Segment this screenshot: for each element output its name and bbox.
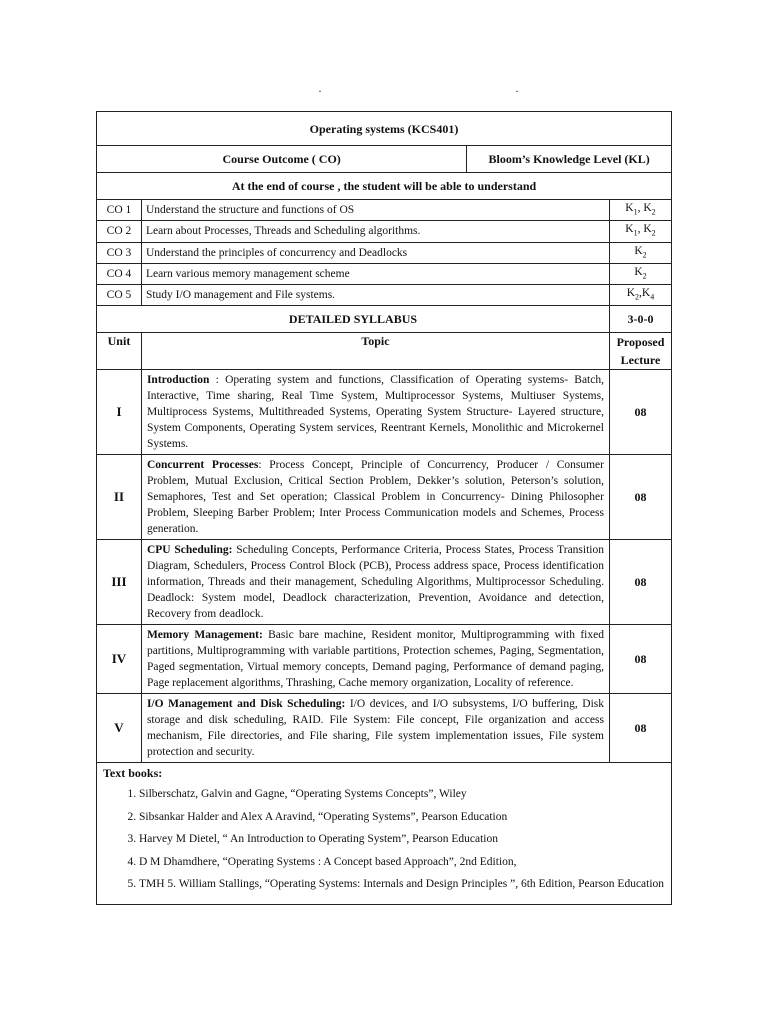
unit-topic-separator: : — [209, 374, 226, 387]
co-row — [97, 221, 672, 242]
unit-topic-heading: Concurrent Processes — [146, 459, 259, 472]
co-description: Learn various memory management scheme — [141, 263, 609, 284]
unit-topic-heading: I/O Management and Disk Scheduling: — [146, 698, 346, 711]
unit-topic-separator: : — [258, 459, 270, 472]
lecture-column-header: Proposed Lecture — [609, 333, 671, 370]
unit-column-header: Unit — [97, 333, 142, 370]
co-knowledge-level: $K_2$ — [609, 263, 671, 284]
end-of-course-text: At the end of course , the student will be able to understand — [97, 173, 672, 200]
co-row — [97, 200, 672, 221]
co-knowledge-level: $K_1$, $K_2$ — [609, 221, 671, 242]
syllabus-table — [96, 111, 672, 905]
unit-topic — [141, 370, 609, 455]
co-description: Understand the principles of concurrency and Deadlocks — [141, 242, 609, 263]
outcome-header-row — [97, 146, 672, 173]
unit-row — [97, 540, 672, 625]
ltp-value: 3-0-0 — [609, 306, 671, 333]
co-code: CO 4 — [97, 263, 142, 284]
text-books-heading: Text books: — [103, 766, 163, 781]
co-description: Study I/O management and File systems. — [141, 285, 609, 306]
co-code: CO 3 — [97, 242, 142, 263]
unit-number: I — [97, 370, 142, 455]
unit-row — [97, 625, 672, 694]
text-books-row — [97, 763, 672, 905]
unit-number: III — [97, 540, 142, 625]
co-description: Understand the structure and functions of OS — [141, 200, 609, 221]
text-book-item: 3. Harvey M Dietel, “ An Introduction to Operating System”, Pearson Education — [139, 828, 665, 851]
unit-lectures: 08 — [609, 694, 671, 763]
co-row — [97, 242, 672, 263]
course-title: Operating systems (KCS401) — [97, 112, 672, 146]
text-book-item: 4. D M Dhamdhere, “Operating Systems : A Concept based Approach”, 2nd Edition, — [139, 851, 665, 874]
co-knowledge-level: $K_1$, $K_2$ — [609, 200, 671, 221]
co-code: CO 5 — [97, 285, 142, 306]
co-row — [97, 285, 672, 306]
unit-topic-body: Process Concept, Principle of Concurrency, Producer / Consumer Problem, Mutual Exclusion, Critical Section Problem, Dekker’s solution, Peterson’s solution, Semaphores, Test and Set operation; Classical Problem in Concurrency- Dining Philosopher Problem, Sleeping Barber Problem; Inter Process Communication models and Schemes, Process generation. — [146, 459, 604, 536]
unit-topic — [141, 625, 609, 694]
unit-topic — [141, 540, 609, 625]
blooms-level-heading: Bloom’s Knowledge Level (KL) — [467, 146, 672, 173]
co-code: CO 2 — [97, 221, 142, 242]
text-books-cell — [97, 763, 672, 905]
title-row — [97, 112, 672, 146]
unit-topic-body: Scheduling Concepts, Performance Criteria, Process States, Process Transition Diagram, Schedulers, Process Control Block (PCB), Process address space, Process identification information, Threads and their management, Scheduling Algorithms, Multiprocessor Scheduling. Deadlock: System model, Deadlock characterization, Prevention, Avoidance and detection, Recovery from deadlock. — [146, 544, 604, 621]
syllabus-heading-row — [97, 306, 672, 333]
unit-topic-body: Operating system and functions, Classification of Operating systems- Batch, Interactive, Time sharing, Real Time System, Multiprocessor Systems, Multiuser Systems, Multiprocess Systems, Multithreaded Systems, Operating System Structure- Layered structure, System Components, Operating System services, Reentrant Kernels, Monolithic and Microkernel Systems. — [146, 374, 604, 451]
stray-mark: · — [318, 84, 322, 98]
co-description: Learn about Processes, Threads and Scheduling algorithms. — [141, 221, 609, 242]
end-of-course-row — [97, 173, 672, 200]
unit-row — [97, 455, 672, 540]
unit-topic — [141, 455, 609, 540]
unit-lectures: 08 — [609, 540, 671, 625]
unit-topic-heading: CPU Scheduling: — [146, 544, 233, 557]
syllabus-column-header-row — [97, 333, 672, 370]
detailed-syllabus-heading: DETAILED SYLLABUS — [97, 306, 610, 333]
co-code: CO 1 — [97, 200, 142, 221]
unit-topic — [141, 694, 609, 763]
co-knowledge-level: $K_2$ — [609, 242, 671, 263]
unit-lectures: 08 — [609, 370, 671, 455]
text-books-list — [103, 783, 665, 896]
course-outcome-heading: Course Outcome ( CO) — [97, 146, 467, 173]
unit-number: V — [97, 694, 142, 763]
unit-number: IV — [97, 625, 142, 694]
unit-topic-heading: Memory Management: — [146, 629, 263, 642]
stray-mark: · — [515, 84, 519, 98]
unit-row — [97, 694, 672, 763]
unit-number: II — [97, 455, 142, 540]
unit-lectures: 08 — [609, 455, 671, 540]
unit-topic-body: Basic bare machine, Resident monitor, Multiprogramming with fixed partitions, Multiprogramming with variable partitions, Protection schemes, Paging, Segmentation, Paged segmentation, Virtual memory concepts, Demand paging, Performance of demand paging, Page replacement algorithms, Thrashing, Cache memory organization, Locality of reference. — [146, 629, 604, 690]
unit-topic-heading: Introduction — [146, 374, 210, 387]
text-book-item: 5. TMH 5. William Stallings, “Operating Systems: Internals and Design Principles ”, 6th Edition, Pearson Education — [139, 873, 665, 896]
topic-column-header: Topic — [141, 333, 609, 370]
co-knowledge-level: $K_2,K_4$ — [609, 285, 671, 306]
co-row — [97, 263, 672, 284]
text-book-item: 1. Silberschatz, Galvin and Gagne, “Operating Systems Concepts”, Wiley — [139, 783, 665, 806]
unit-row — [97, 370, 672, 455]
text-book-item: 2. Sibsankar Halder and Alex A Aravind, “Operating Systems”, Pearson Education — [139, 806, 665, 829]
unit-topic-body: I/O devices, and I/O subsystems, I/O buffering, Disk storage and disk scheduling, RAID. File System: File concept, File organization and access mechanism, File directories, and File sharing, File system implementation issues, File system protection and security. — [146, 698, 604, 759]
unit-lectures: 08 — [609, 625, 671, 694]
